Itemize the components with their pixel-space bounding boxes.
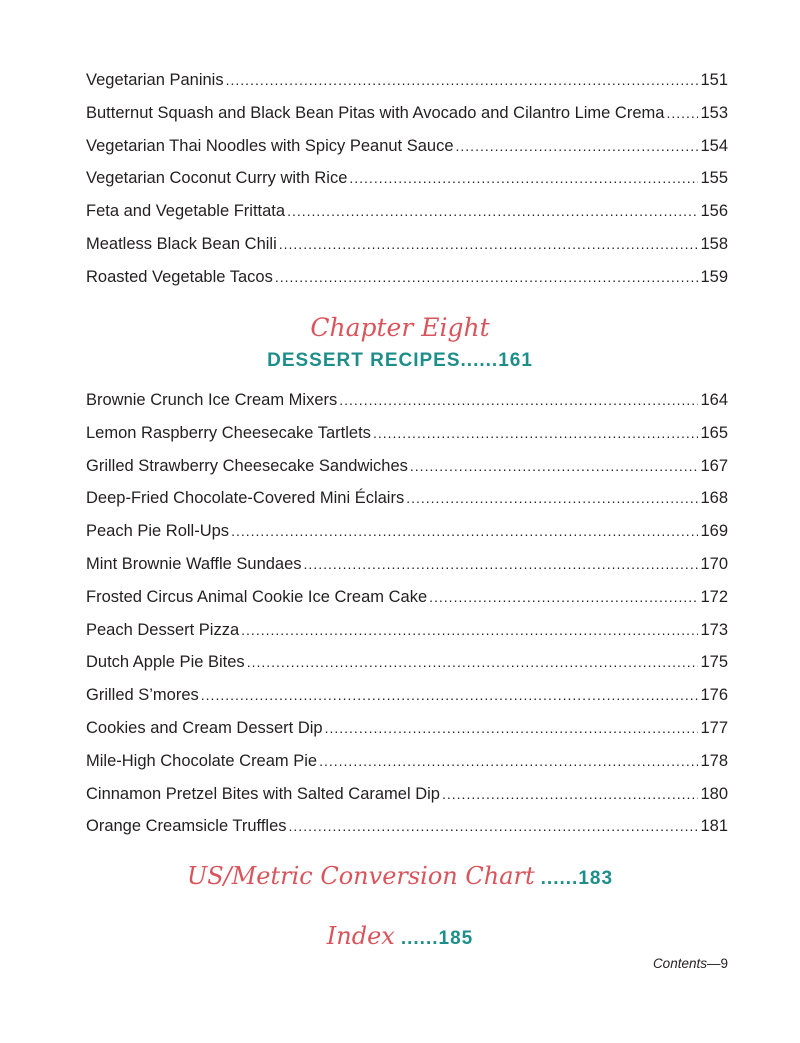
toc-entry-title: Butternut Squash and Black Bean Pitas with Avocado and Cilantro Lime Crema (86, 103, 665, 122)
toc-entry-page: 159 (700, 267, 728, 286)
dot-leader (304, 548, 699, 581)
toc-entry[interactable] (86, 810, 728, 843)
toc-entry-title: Grilled Strawberry Cheesecake Sandwiches (86, 456, 408, 475)
toc-entry-page: 151 (700, 71, 728, 89)
toc-entry-title: Dutch Apple Pie Bites (86, 653, 245, 672)
dot-leader (373, 417, 699, 450)
dot-leader (279, 228, 699, 261)
toc-entry-title: Cookies and Cream Dessert Dip (86, 718, 323, 737)
toc-entry[interactable] (86, 581, 728, 614)
dot-leader (241, 614, 698, 647)
dot-leader (289, 810, 699, 843)
conversion-chart-page: ......183 (540, 868, 614, 889)
toc-entry[interactable] (86, 614, 728, 647)
footer-page-number: 9 (720, 956, 728, 971)
toc-entry-page: 168 (700, 489, 728, 508)
dot-leader (410, 450, 699, 483)
dot-leader (349, 162, 698, 195)
toc-entry[interactable] (86, 548, 728, 581)
toc-entry-title: Grilled S’mores (86, 686, 199, 705)
toc-entry-title: Peach Dessert Pizza (86, 620, 240, 639)
toc-entry-title: Peach Pie Roll-Ups (86, 522, 230, 541)
toc-entry-page: 181 (700, 817, 728, 836)
toc-entry[interactable] (86, 482, 728, 515)
dot-leader (406, 482, 698, 515)
toc-entry[interactable] (86, 261, 728, 294)
toc-entry-title: Mile-High Chocolate Cream Pie (86, 751, 318, 770)
index-heading[interactable] (0, 922, 800, 950)
footer-label: Contents (652, 956, 707, 971)
toc-entry-title: Cinnamon Pretzel Bites with Salted Caramel Dip (86, 784, 440, 803)
dot-leader (442, 778, 698, 811)
toc-entry[interactable] (86, 162, 728, 195)
dot-leader (456, 130, 699, 163)
toc-entry[interactable] (86, 679, 728, 712)
conversion-chart-label: US/Metric Conversion Chart (186, 862, 535, 890)
dot-leader (429, 581, 698, 614)
toc-entry-title: Frosted Circus Animal Cookie Ice Cream Cake (86, 587, 428, 606)
toc-entry[interactable] (86, 97, 728, 130)
toc-entry[interactable] (86, 130, 728, 163)
toc-entry[interactable] (86, 712, 728, 745)
toc-entry-page: 175 (700, 653, 728, 672)
dot-leader (201, 679, 699, 712)
toc-entry[interactable] (86, 195, 728, 228)
index-label: Index (326, 922, 395, 950)
toc-entry-page: 176 (700, 686, 728, 705)
toc-entry[interactable] (86, 515, 728, 548)
toc-entry-page: 158 (700, 234, 728, 253)
toc-list-vegetarian (86, 64, 728, 294)
toc-entry-title: Lemon Raspberry Cheesecake Tartlets (86, 423, 371, 442)
toc-entry-title: Feta and Vegetable Frittata (86, 202, 286, 221)
toc-entry[interactable] (86, 646, 728, 679)
toc-entry-title: Meatless Black Bean Chili (86, 234, 277, 253)
toc-entry-page: 153 (700, 103, 728, 122)
dot-leader (247, 646, 699, 679)
toc-entry[interactable] (86, 450, 728, 483)
toc-entry-title: Roasted Vegetable Tacos (86, 267, 273, 286)
toc-entry-title: Brownie Crunch Ice Cream Mixers (86, 391, 338, 409)
footer-separator: — (706, 956, 721, 971)
toc-entry-title: Mint Brownie Waffle Sundaes (86, 554, 302, 573)
toc-entry-page: 156 (700, 202, 728, 221)
toc-entry-page: 172 (700, 587, 728, 606)
toc-entry-title: Vegetarian Coconut Curry with Rice (86, 169, 348, 188)
dot-leader (666, 97, 698, 130)
toc-entry-page: 165 (700, 423, 728, 442)
toc-entry-page: 167 (700, 456, 728, 475)
toc-entry[interactable] (86, 417, 728, 450)
toc-entry-page: 178 (700, 751, 728, 770)
conversion-chart-heading[interactable] (0, 862, 800, 890)
toc-entry[interactable] (86, 64, 728, 97)
toc-entry-page: 180 (700, 784, 728, 803)
dot-leader (287, 195, 698, 228)
toc-entry-page: 177 (700, 718, 728, 737)
toc-entry-page: 169 (700, 522, 728, 541)
toc-entry-page: 170 (700, 554, 728, 573)
toc-entry-page: 173 (700, 620, 728, 639)
toc-entry-title: Vegetarian Paninis (86, 71, 224, 89)
toc-entry-title: Vegetarian Thai Noodles with Spicy Peanut Sauce (86, 136, 454, 155)
toc-entry[interactable] (86, 778, 728, 811)
toc-entry-page: 154 (700, 136, 728, 155)
toc-entry-title: Deep-Fried Chocolate-Covered Mini Éclairs (86, 489, 405, 508)
dot-leader (231, 515, 698, 548)
toc-entry-page: 164 (700, 391, 728, 409)
dessert-recipes-heading[interactable]: DESSERT RECIPES......161 (267, 350, 533, 371)
chapter-eight-label: Chapter Eight (310, 313, 490, 342)
page-footer (653, 956, 728, 971)
dot-leader (275, 261, 699, 294)
toc-entry[interactable] (86, 745, 728, 778)
toc-list-desserts (86, 384, 728, 843)
toc-entry-title: Orange Creamsicle Truffles (86, 817, 287, 836)
dot-leader (339, 384, 698, 417)
toc-entry[interactable] (86, 384, 728, 417)
dot-leader (325, 712, 699, 745)
dot-leader (226, 64, 699, 97)
toc-entry[interactable] (86, 228, 728, 261)
index-page: ......185 (400, 928, 474, 949)
dot-leader (319, 745, 698, 778)
toc-entry-page: 155 (700, 169, 728, 188)
